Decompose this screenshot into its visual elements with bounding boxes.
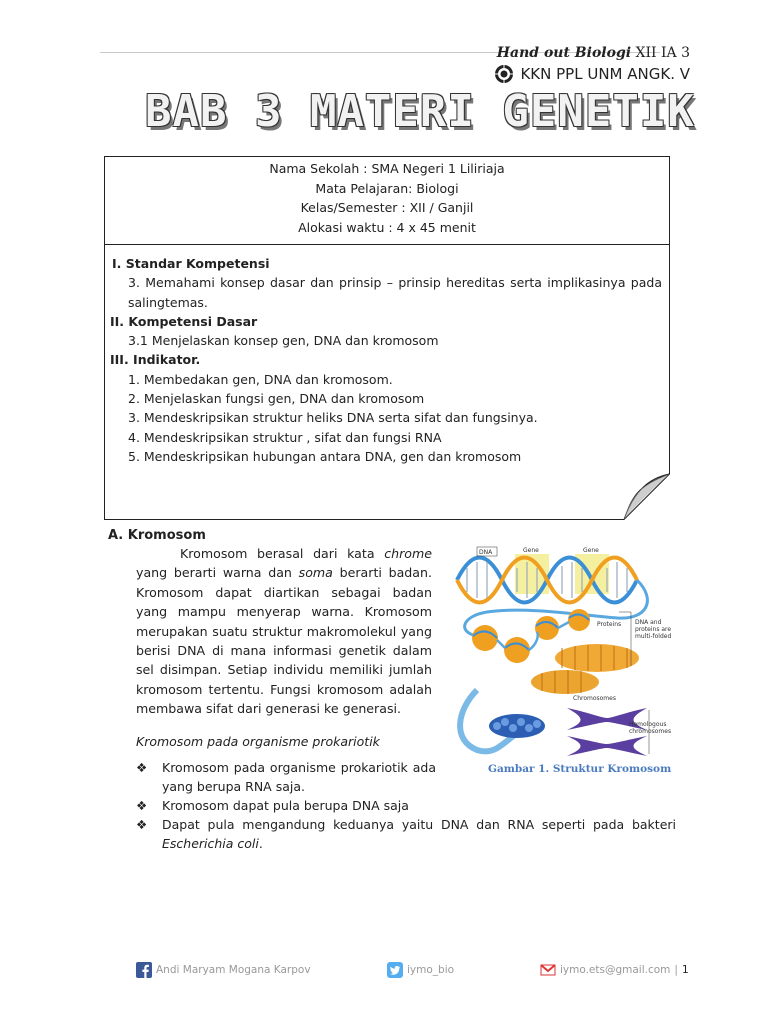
chromatin-fiber: [531, 644, 639, 694]
footer-separator: |: [674, 964, 678, 976]
bullet-item: [136, 815, 676, 854]
facebook-name[interactable]: Andi Maryam Mogana Karpov: [156, 964, 311, 976]
label-dna-proteins: multi-folded: [635, 633, 672, 640]
bullet-glyph: ❖: [136, 760, 148, 775]
bullet-text: Kromosom dapat pula berupa DNA saja: [162, 798, 409, 813]
ecoli-term: Escherichia coli: [162, 836, 259, 852]
indikator-item: 3. Mendeskripsikan struktur heliks DNA serta sifat dan fungsinya.: [128, 410, 538, 426]
time-allocation: Alokasi waktu : 4 x 45 menit: [298, 219, 476, 235]
kompetensi-item: 3.1 Menjelaskan konsep gen, DNA dan kromosom: [128, 333, 439, 349]
facebook-icon[interactable]: [136, 962, 152, 978]
bullet-text: Kromosom pada organisme prokariotik ada yang berupa RNA saja.: [162, 760, 436, 795]
kompetensi-heading: II. Kompetensi Dasar: [110, 313, 258, 329]
competency-list: [110, 254, 662, 466]
page-title: BAB 3 MATERI GENETIK: [145, 86, 695, 137]
standar-heading: I. Standar Kompetensi: [112, 256, 270, 271]
bullet-text: [162, 815, 676, 854]
program-text: KKN PPL UNM ANGK. V: [520, 65, 690, 83]
standar-item: 3. Memahami konsep dasar dan prinsip – prinsip hereditas serta implikasinya pada salingtemas.: [128, 275, 662, 310]
indikator-heading: III. Indikator.: [110, 352, 201, 368]
label-dna: DNA: [479, 549, 493, 556]
label-dna-proteins: proteins are: [635, 626, 672, 633]
bullet3-end: .: [258, 836, 263, 852]
bullet-item: [136, 758, 436, 797]
kromosom-paragraph: [136, 544, 432, 719]
footer-twitter[interactable]: [387, 962, 454, 978]
handout-script-text: Hand out Biologi: [496, 45, 632, 61]
para-rest: berarti badan. Kromosom dapat diartikan sebagai badan yang mampu menyerap warna. Kromosom merupakan suatu struktur makromolekul yang berisi DNA di mana informasi genetik dalam sel disimpan. Setiap individu memiliki jumlah kromosom tertentu. Fungsi kromosom adalah membawa sifat dari generasi ke generasi.: [136, 565, 432, 717]
page-number: 1: [681, 964, 689, 976]
bullet-glyph: ❖: [136, 817, 148, 832]
email-address[interactable]: iymo.ets@gmail.com: [560, 964, 671, 976]
prokariotik-subheading: Kromosom pada organisme prokariotik: [136, 734, 380, 749]
section-a-heading: A. Kromosom: [108, 528, 206, 543]
para-mid: yang berarti warna dan: [136, 565, 299, 581]
class-semester: Kelas/Semester : XII / Ganjil: [300, 200, 474, 215]
chromosome-structure-figure: [447, 540, 685, 760]
supercoil: [489, 714, 545, 738]
indikator-item: 2. Menjelaskan fungsi gen, DNA dan kromosom: [128, 391, 425, 407]
label-proteins: Proteins: [597, 621, 622, 628]
label-gene: Gene: [523, 547, 539, 554]
subject-name: Mata Pelajaran: Biologi: [315, 180, 459, 196]
twitter-icon[interactable]: [387, 962, 403, 978]
label-gene: Gene: [583, 547, 599, 554]
label-homologous: chromosomes: [629, 728, 672, 735]
figure-caption: Gambar 1. Struktur Kromosom: [488, 763, 672, 775]
label-chromosomes: Chromosomes: [573, 695, 616, 702]
footer-email[interactable]: [540, 962, 689, 978]
header-program: [494, 64, 690, 84]
footer-facebook[interactable]: [136, 962, 311, 978]
bullet-item: [136, 796, 676, 815]
twitter-handle[interactable]: iymo_bio: [407, 964, 455, 976]
term-chrome: chrome: [384, 546, 432, 561]
indikator-item: 5. Mendeskripsikan hubungan antara DNA, gen dan kromosom: [128, 448, 522, 464]
bullet3-start: Dapat pula mengandung keduanya yaitu DNA dan RNA seperti pada bakteri: [162, 817, 676, 832]
indikator-item: 1. Membedakan gen, DNA dan kromosom.: [128, 371, 393, 387]
university-seal-icon: [494, 64, 514, 84]
school-name: Nama Sekolah : SMA Negeri 1 Liliriaja: [269, 161, 505, 176]
term-soma: soma: [298, 565, 333, 581]
para-start: Kromosom berasal dari kata: [180, 546, 385, 561]
gmail-icon[interactable]: [540, 962, 556, 978]
class-label: XII IA 3: [635, 45, 690, 61]
indikator-item: 4. Mendeskripsikan struktur , sifat dan fungsi RNA: [128, 429, 442, 445]
bullet-glyph: ❖: [136, 798, 148, 813]
info-box: [104, 156, 670, 520]
header-handout: [497, 45, 690, 61]
label-homologous: Homologous: [629, 721, 667, 728]
school-info: [104, 156, 670, 247]
label-dna-proteins: DNA and: [635, 619, 662, 626]
